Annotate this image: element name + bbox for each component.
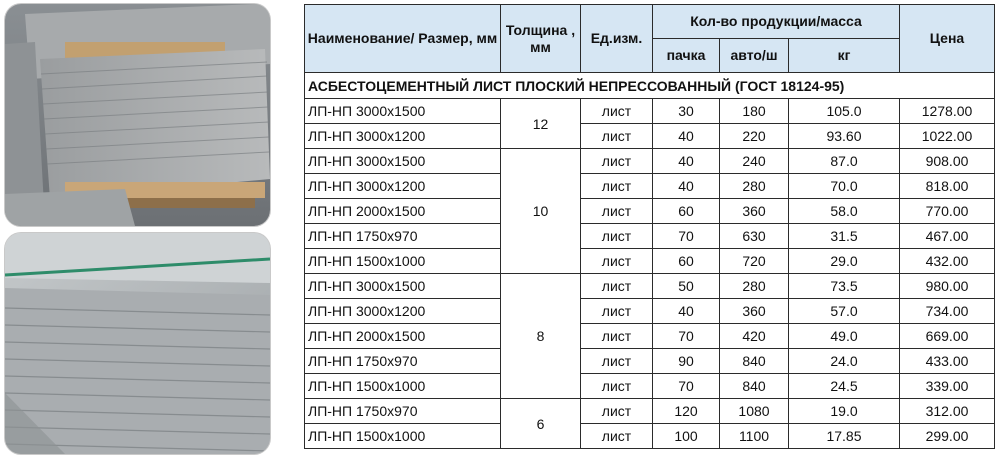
cell-kg: 17.85 [789, 424, 900, 449]
product-photo-stacked-sheets [5, 4, 270, 226]
cell-price: 312.00 [900, 399, 995, 424]
table-row [305, 249, 995, 274]
cell-price: 734.00 [900, 299, 995, 324]
cell-name: ЛП-НП 2000х1500 [305, 199, 501, 224]
table-row [305, 349, 995, 374]
cell-kg: 70.0 [789, 174, 900, 199]
cell-pack: 100 [653, 424, 720, 449]
table-row [305, 224, 995, 249]
cell-unit: лист [581, 99, 653, 124]
cell-unit: лист [581, 224, 653, 249]
cell-thickness: 8 [501, 274, 581, 399]
cell-name: ЛП-НП 3000х1500 [305, 274, 501, 299]
header-thickness: Толщина , мм [501, 5, 581, 73]
cell-pack: 90 [653, 349, 720, 374]
cell-truck: 720 [720, 249, 789, 274]
cell-name: ЛП-НП 2000х1500 [305, 324, 501, 349]
table-row [305, 174, 995, 199]
cell-truck: 420 [720, 324, 789, 349]
cell-kg: 105.0 [789, 99, 900, 124]
cell-kg: 49.0 [789, 324, 900, 349]
cell-thickness: 6 [501, 399, 581, 449]
cell-truck: 840 [720, 349, 789, 374]
cell-price: 818.00 [900, 174, 995, 199]
cell-unit: лист [581, 174, 653, 199]
cell-kg: 24.5 [789, 374, 900, 399]
table-row [305, 324, 995, 349]
cell-unit: лист [581, 199, 653, 224]
cell-pack: 40 [653, 124, 720, 149]
cell-name: ЛП-НП 1750х970 [305, 399, 501, 424]
cell-kg: 93.60 [789, 124, 900, 149]
cell-unit: лист [581, 324, 653, 349]
cell-price: 669.00 [900, 324, 995, 349]
header-truck: авто/ш [720, 39, 789, 73]
cell-truck: 630 [720, 224, 789, 249]
cell-pack: 60 [653, 199, 720, 224]
cell-pack: 30 [653, 99, 720, 124]
cell-pack: 60 [653, 249, 720, 274]
cell-pack: 120 [653, 399, 720, 424]
table-row [305, 374, 995, 399]
cell-price: 1022.00 [900, 124, 995, 149]
cell-kg: 87.0 [789, 149, 900, 174]
cell-price: 433.00 [900, 349, 995, 374]
table-row [305, 124, 995, 149]
cell-pack: 70 [653, 374, 720, 399]
cell-name: ЛП-НП 3000х1200 [305, 299, 501, 324]
cell-price: 339.00 [900, 374, 995, 399]
header-pack: пачка [653, 39, 720, 73]
cell-truck: 280 [720, 174, 789, 199]
cell-unit: лист [581, 399, 653, 424]
table-row [305, 199, 995, 224]
section-title: АСБЕСТОЦЕМЕНТНЫЙ ЛИСТ ПЛОСКИЙ НЕПРЕССОВАННЫЙ (ГОСТ 18124-95) [305, 73, 995, 99]
cell-pack: 50 [653, 274, 720, 299]
cell-price: 908.00 [900, 149, 995, 174]
cell-unit: лист [581, 149, 653, 174]
cell-truck: 220 [720, 124, 789, 149]
cell-name: ЛП-НП 3000х1200 [305, 124, 501, 149]
cell-name: ЛП-НП 1500х1000 [305, 249, 501, 274]
table-row [305, 99, 995, 124]
table-row [305, 424, 995, 449]
cell-pack: 70 [653, 224, 720, 249]
cell-kg: 31.5 [789, 224, 900, 249]
cell-truck: 1080 [720, 399, 789, 424]
cell-price: 432.00 [900, 249, 995, 274]
cell-truck: 1100 [720, 424, 789, 449]
table-row [305, 299, 995, 324]
cell-name: ЛП-НП 1500х1000 [305, 374, 501, 399]
price-table [304, 4, 995, 449]
product-photo-sheet-edges [5, 233, 270, 454]
cell-truck: 180 [720, 99, 789, 124]
cell-name: ЛП-НП 3000х1500 [305, 99, 501, 124]
cell-name: ЛП-НП 1500х1000 [305, 424, 501, 449]
cell-pack: 40 [653, 299, 720, 324]
cell-truck: 280 [720, 274, 789, 299]
cell-kg: 57.0 [789, 299, 900, 324]
cell-kg: 24.0 [789, 349, 900, 374]
table-row [305, 149, 995, 174]
cell-name: ЛП-НП 1750х970 [305, 224, 501, 249]
cell-truck: 360 [720, 199, 789, 224]
header-name: Наименование/ Размер, мм [305, 5, 501, 73]
cell-unit: лист [581, 274, 653, 299]
cell-pack: 40 [653, 174, 720, 199]
cell-price: 467.00 [900, 224, 995, 249]
cell-truck: 240 [720, 149, 789, 174]
cell-unit: лист [581, 124, 653, 149]
cell-unit: лист [581, 424, 653, 449]
cell-unit: лист [581, 299, 653, 324]
cell-kg: 73.5 [789, 274, 900, 299]
cell-kg: 19.0 [789, 399, 900, 424]
cell-kg: 29.0 [789, 249, 900, 274]
cell-unit: лист [581, 249, 653, 274]
cell-kg: 58.0 [789, 199, 900, 224]
cell-price: 980.00 [900, 274, 995, 299]
cell-name: ЛП-НП 1750х970 [305, 349, 501, 374]
cell-thickness: 10 [501, 149, 581, 274]
cell-thickness: 12 [501, 99, 581, 149]
cell-price: 299.00 [900, 424, 995, 449]
header-unit: Ед.изм. [581, 5, 653, 73]
cell-price: 1278.00 [900, 99, 995, 124]
cell-truck: 360 [720, 299, 789, 324]
cell-price: 770.00 [900, 199, 995, 224]
table-row [305, 399, 995, 424]
cell-truck: 840 [720, 374, 789, 399]
cell-name: ЛП-НП 3000х1500 [305, 149, 501, 174]
cell-unit: лист [581, 374, 653, 399]
cell-unit: лист [581, 349, 653, 374]
header-kg: кг [789, 39, 900, 73]
cell-pack: 70 [653, 324, 720, 349]
cell-pack: 40 [653, 149, 720, 174]
header-quantity-group: Кол-во продукции/масса [653, 5, 900, 39]
cell-name: ЛП-НП 3000х1200 [305, 174, 501, 199]
table-row [305, 274, 995, 299]
header-price: Цена [900, 5, 995, 73]
